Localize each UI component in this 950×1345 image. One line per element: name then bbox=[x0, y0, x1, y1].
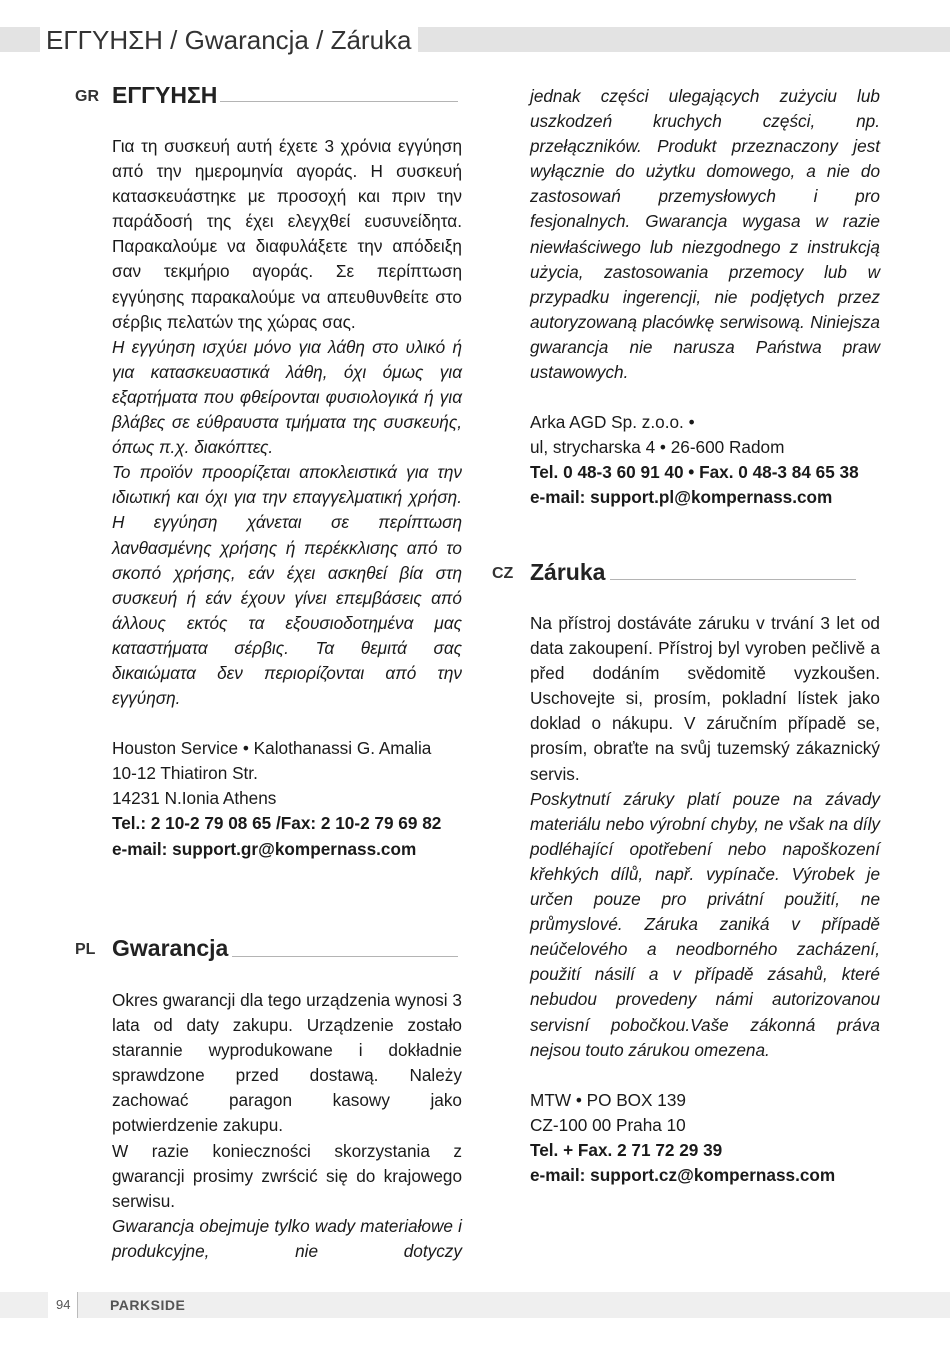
paragraph-gr-3: Το προϊόν προορίζεται αποκλειστικά για την ιδιωτική και όχι για την επαγγελματική χρήση. Η εγγύηση χάνεται σε περίπτωση λανθασμένης χρήσης ή περέκκλισης από το σκοπό χρήσης, εάν έχει ασκηθεί βία στη συσκευή ή εάν έχουν γίνει επεμβάσεις από άλλους εκτός τα εξουσιοδοτημένα μας καταστήματα σέρβις. Τα θεμιτά σας δικαιώματα δεν περιορίζονται από την εγγύηση. bbox=[112, 462, 462, 709]
address-gr-line2: 10-12 Thiatiron Str. bbox=[112, 763, 258, 784]
paragraph-gr-2: Η εγγύηση ισχύει μόνο για λάθη στο υλικό ή για κατασκευαστικά λάθη, όχι όμως για εξαρτήματα που φθείρονται φυσιολογικά ή για βλάβες σε εύθραυστα τμήματα της συσκευής, όπως π.χ. διακόπτες. bbox=[112, 336, 462, 458]
paragraph-pl-3-continued: jednak części ulegających zużyciu lub uszkodzeń kruchych części, np. przełączników. Produkt przeznaczony jest wyłącznie do użytku domowego, a nie do zastosowań przemysłowych i pro fesjonalnych. Gwarancja wygasa w razie niewłaściwego lub niezgodnego z instrukcją użycia, zastosowania przemocy lub w przypadku ingerencji, nie podjętych przez autoryzowaną placówkę serwisową. Niniejsza gwarancja nie narusza Państwa praw ustawowych. bbox=[530, 86, 880, 383]
section-head-pl bbox=[0, 935, 470, 965]
phone-cz: Tel. + Fax. 2 71 72 29 39 bbox=[530, 1139, 723, 1160]
section-title-pl: Gwarancja bbox=[112, 935, 229, 961]
language-code-pl: PL bbox=[75, 941, 96, 958]
address-pl-line1: Arka AGD Sp. z.o.o. • bbox=[530, 412, 695, 433]
page-number: 94 bbox=[56, 1297, 71, 1312]
address-cz-line2: CZ-100 00 Praha 10 bbox=[530, 1114, 686, 1135]
section-title-gr: ΕΓΓΥΗΣΗ bbox=[112, 82, 218, 108]
brand-logo: PARKSIDE bbox=[110, 1297, 186, 1313]
paragraph-pl-3: Gwarancja obejmuje tylko wady materiałowe i produkcyjne, nie dotyczy bbox=[112, 1215, 462, 1261]
section-body-pl bbox=[112, 988, 462, 1264]
address-gr-line3: 14231 N.Ionia Athens bbox=[112, 788, 277, 809]
paragraph-pl-2: W razie konieczności skorzystania z gwarancji prosimy zwrścić się do krajowego serwisu. bbox=[112, 1140, 462, 1211]
address-cz-line1: MTW • PO BOX 139 bbox=[530, 1089, 686, 1110]
paragraph-cz-2: Poskytnutí záruky platí pouze na závady materiálu nebo výrobní chyby, ne však na díly podléhající opotřebení nebo napoškození křehkých dílů, např. vypínače. Výrobek je určen pouze pro privátní použití, ne průmyslové. Záruka zaniká v případě neúčelového a neodborného zacházení, použití násilí a v případě zásahů, které nebudou provedeny námi autorizovanou servisní pobočkou.Vaše zákonná práva nejsou touto zárukou omezena. bbox=[530, 788, 880, 1060]
paragraph-cz-1: Na přístroj dostáváte záruku v trvání 3 let od data zakoupení. Přístroj byl vyroben pečlivě a před dodáním svědomitě vyzkoušen. Uschovejte si, prosím, pokladní lístek jako doklad o nákupu. V záručním případě se, prosím, obraťte na svůj tuzemský zákaznický servis. bbox=[530, 613, 880, 784]
address-gr-line1: Houston Service • Kalothanassi G. Amalia bbox=[112, 738, 432, 759]
paragraph-pl-1: Okres gwarancji dla tego urządzenia wynosi 3 lata od daty zakupu. Urządzenie zostało starannie wyprodukowane i dokładnie sprawdzone przed dostawą. Należy zachować paragon kasowy jako potwierdzenie zakupu. bbox=[112, 990, 462, 1136]
section-rule-cz bbox=[610, 579, 856, 580]
phone-pl: Tel. 0 48-3 60 91 40 • Fax. 0 48-3 84 65 38 bbox=[530, 462, 859, 483]
email-pl: e-mail: support.pl@kompernass.com bbox=[530, 487, 833, 508]
section-rule-pl bbox=[232, 956, 458, 957]
section-title-cz: Záruka bbox=[530, 559, 606, 585]
section-body-gr bbox=[112, 134, 462, 862]
address-pl-line2: ul, strycharska 4 • 26-600 Radom bbox=[530, 437, 785, 458]
language-code-cz: CZ bbox=[492, 565, 514, 582]
language-code-gr: GR bbox=[75, 88, 99, 105]
section-body-cz bbox=[530, 611, 880, 1188]
email-cz: e-mail: support.cz@kompernass.com bbox=[530, 1164, 836, 1185]
section-body-pl-continued bbox=[530, 84, 880, 511]
email-gr: e-mail: support.gr@kompernass.com bbox=[112, 838, 417, 859]
page-title: ΕΓΓΥΗΣΗ / Gwarancja / Záruka bbox=[40, 25, 418, 55]
section-head-cz bbox=[480, 559, 900, 589]
section-rule-gr bbox=[220, 101, 458, 102]
footer-divider bbox=[77, 1292, 78, 1318]
phone-gr: Tel.: 2 10-2 79 08 65 /Fax: 2 10-2 79 69 82 bbox=[112, 813, 442, 834]
section-head-gr bbox=[0, 82, 470, 112]
paragraph-gr-1: Για τη συσκευή αυτή έχετε 3 χρόνια εγγύηση από την ημερομηνία αγοράς. Η συσκευή κατασκευάστηκε με προσοχή και πριν την παράδοσή της έχει ελεγχθεί ευσυνείδητα. Παρακαλούμε να διαφυλάξετε την απόδειξη σαν τεκμήριο αγοράς. Σε περίπτωση εγγύησης παρακαλούμε να απευθυνθείτε στο σέρβις πελατών της χώρας σας. bbox=[112, 136, 462, 332]
